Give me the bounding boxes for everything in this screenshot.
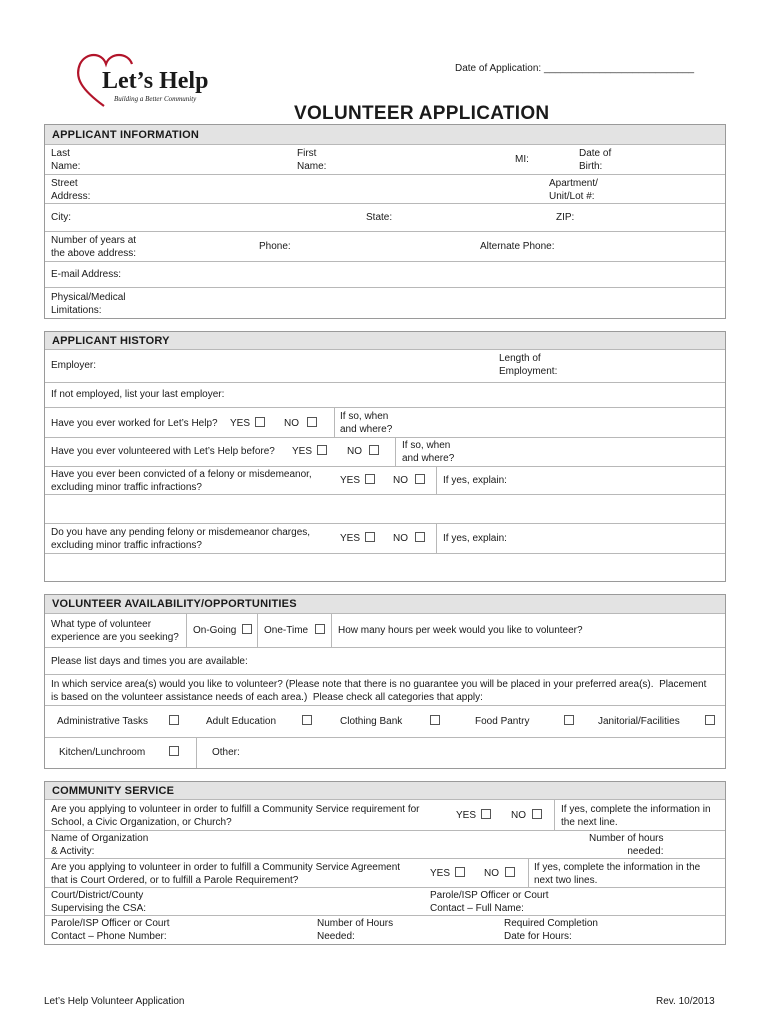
- state-field[interactable]: State:: [366, 212, 393, 223]
- footer-revision: Rev. 10/2013: [656, 996, 715, 1007]
- convicted-yes-label: YES: [340, 475, 361, 486]
- city-field[interactable]: City:: [51, 212, 71, 223]
- court-yes-checkbox[interactable]: [455, 867, 465, 877]
- hours-per-week-field[interactable]: How many hours per week would you like to volunteer?: [338, 625, 583, 636]
- pending-yes-label: YES: [340, 533, 361, 544]
- availability-header: VOLUNTEER AVAILABILITY/OPPORTUNITIES: [45, 595, 725, 614]
- logo-tagline: Building a Better Community: [114, 95, 197, 103]
- last-employer-field[interactable]: If not employed, list your last employer:: [51, 389, 225, 400]
- applicant-information-header: APPLICANT INFORMATION: [45, 125, 725, 145]
- convicted-yes-checkbox[interactable]: [365, 474, 375, 484]
- zip-field[interactable]: ZIP:: [556, 212, 575, 223]
- experience-type-question: What type of volunteer experience are you seeking?: [51, 619, 179, 643]
- limitations-field[interactable]: Physical/Medical Limitations:: [51, 292, 126, 316]
- area-clothing-bank-label: Clothing Bank: [340, 716, 403, 727]
- years-at-address-field[interactable]: Number of years at the above address:: [51, 235, 137, 259]
- cs-no-label: NO: [511, 810, 526, 821]
- length-of-employment-field[interactable]: Length of Employment:: [499, 353, 558, 377]
- worked-no-label: NO: [284, 418, 299, 429]
- phone-field[interactable]: Phone:: [259, 241, 291, 252]
- cs-note: If yes, complete the information in the next line.: [561, 804, 711, 828]
- cs-yes-checkbox[interactable]: [481, 809, 491, 819]
- area-food-pantry-checkbox[interactable]: [564, 715, 574, 725]
- area-clothing-bank-checkbox[interactable]: [430, 715, 440, 725]
- area-food-pantry-label: Food Pantry: [475, 716, 530, 727]
- area-kitchen-label: Kitchen/Lunchroom: [59, 747, 146, 758]
- completion-date-field[interactable]: Required Completion Date for Hours:: [504, 918, 598, 942]
- pending-charges-question: Do you have any pending felony or misdemeanor charges, excluding minor traffic infractions?: [51, 527, 311, 551]
- worked-no-checkbox[interactable]: [307, 417, 317, 427]
- pending-explain-field[interactable]: If yes, explain:: [443, 533, 507, 544]
- ongoing-label: On-Going: [193, 625, 237, 636]
- area-administrative-label: Administrative Tasks: [57, 716, 148, 727]
- date-of-birth-field[interactable]: Date of Birth:: [579, 148, 612, 172]
- area-kitchen-checkbox[interactable]: [169, 746, 179, 756]
- community-service-question: Are you applying to volunteer in order to fulfill a Community Service requirement for School, a Civic Organization, or Church?: [51, 804, 420, 828]
- first-name-field[interactable]: First Name:: [297, 148, 327, 172]
- alternate-phone-field[interactable]: Alternate Phone:: [480, 241, 555, 252]
- cs-no-checkbox[interactable]: [532, 809, 542, 819]
- court-ordered-question: Are you applying to volunteer in order to fulfill a Community Service Agreement that is Court Ordered, or to fulfill a Parole Requirement?: [51, 862, 401, 886]
- worked-when-where-field[interactable]: If so, when and where?: [340, 411, 393, 435]
- volunteered-yes-label: YES: [292, 446, 313, 457]
- organization-activity-field[interactable]: Name of Organization & Activity:: [51, 833, 149, 857]
- parole-officer-name-field[interactable]: Parole/ISP Officer or Court Contact – Full Name:: [430, 890, 549, 914]
- logo: [74, 50, 234, 110]
- logo-name: Let’s Help: [102, 68, 209, 94]
- available-days-field[interactable]: Please list days and times you are available:: [51, 656, 248, 667]
- convicted-no-checkbox[interactable]: [415, 474, 425, 484]
- middle-initial-field[interactable]: MI:: [515, 154, 529, 165]
- convicted-explain-field[interactable]: If yes, explain:: [443, 475, 507, 486]
- court-note: If yes, complete the information in the next two lines.: [534, 862, 701, 886]
- onetime-label: One-Time: [264, 625, 309, 636]
- volunteered-when-where-field[interactable]: If so, when and where?: [402, 440, 455, 464]
- pending-yes-checkbox[interactable]: [365, 532, 375, 542]
- court-no-label: NO: [484, 868, 499, 879]
- worked-yes-checkbox[interactable]: [255, 417, 265, 427]
- community-service-header: COMMUNITY SERVICE: [45, 782, 725, 800]
- date-of-application[interactable]: Date of Application: ___________________________: [455, 63, 695, 74]
- hours-needed-field[interactable]: Number of hours needed:: [589, 833, 664, 857]
- volunteered-question: Have you ever volunteered with Let’s Help before?: [51, 446, 275, 457]
- email-field[interactable]: E-mail Address:: [51, 269, 122, 280]
- area-administrative-checkbox[interactable]: [169, 715, 179, 725]
- employer-field[interactable]: Employer:: [51, 360, 97, 371]
- parole-officer-phone-field[interactable]: Parole/ISP Officer or Court Contact – Phone Number:: [51, 918, 170, 942]
- court-no-checkbox[interactable]: [505, 867, 515, 877]
- last-name-field[interactable]: Last Name:: [51, 148, 81, 172]
- street-address-field[interactable]: Street Address:: [51, 178, 91, 202]
- ongoing-checkbox[interactable]: [242, 624, 252, 634]
- page-title: VOLUNTEER APPLICATION: [294, 103, 550, 124]
- area-other-field[interactable]: Other:: [212, 747, 240, 758]
- area-janitorial-label: Janitorial/Facilities: [598, 716, 680, 727]
- court-district-field[interactable]: Court/District/County Supervising the CSA:: [51, 890, 147, 914]
- applicant-history-header: APPLICANT HISTORY: [45, 332, 725, 350]
- cs-yes-label: YES: [456, 810, 477, 821]
- area-janitorial-checkbox[interactable]: [705, 715, 715, 725]
- number-of-hours-field[interactable]: Number of Hours Needed:: [317, 918, 394, 942]
- area-adult-education-checkbox[interactable]: [302, 715, 312, 725]
- apartment-field[interactable]: Apartment/ Unit/Lot #:: [549, 178, 598, 202]
- volunteered-no-checkbox[interactable]: [369, 445, 379, 455]
- footer-title: Let’s Help Volunteer Application: [44, 996, 185, 1007]
- convicted-no-label: NO: [393, 475, 408, 486]
- volunteered-yes-checkbox[interactable]: [317, 445, 327, 455]
- convicted-question: Have you ever been convicted of a felony or misdemeanor, excluding minor traffic infractions?: [51, 469, 312, 493]
- volunteered-no-label: NO: [347, 446, 362, 457]
- service-area-question: In which service area(s) would you like to volunteer? (Please note that there is no guarantee you will be placed in your preferred area(s). Placement is based on the volunteer assistance needs of each area.) Please check all categories that apply:: [51, 679, 707, 703]
- area-adult-education-label: Adult Education: [206, 716, 277, 727]
- worked-yes-label: YES: [230, 418, 251, 429]
- pending-no-label: NO: [393, 533, 408, 544]
- court-yes-label: YES: [430, 868, 451, 879]
- worked-question: Have you ever worked for Let’s Help?: [51, 418, 218, 429]
- pending-no-checkbox[interactable]: [415, 532, 425, 542]
- onetime-checkbox[interactable]: [315, 624, 325, 634]
